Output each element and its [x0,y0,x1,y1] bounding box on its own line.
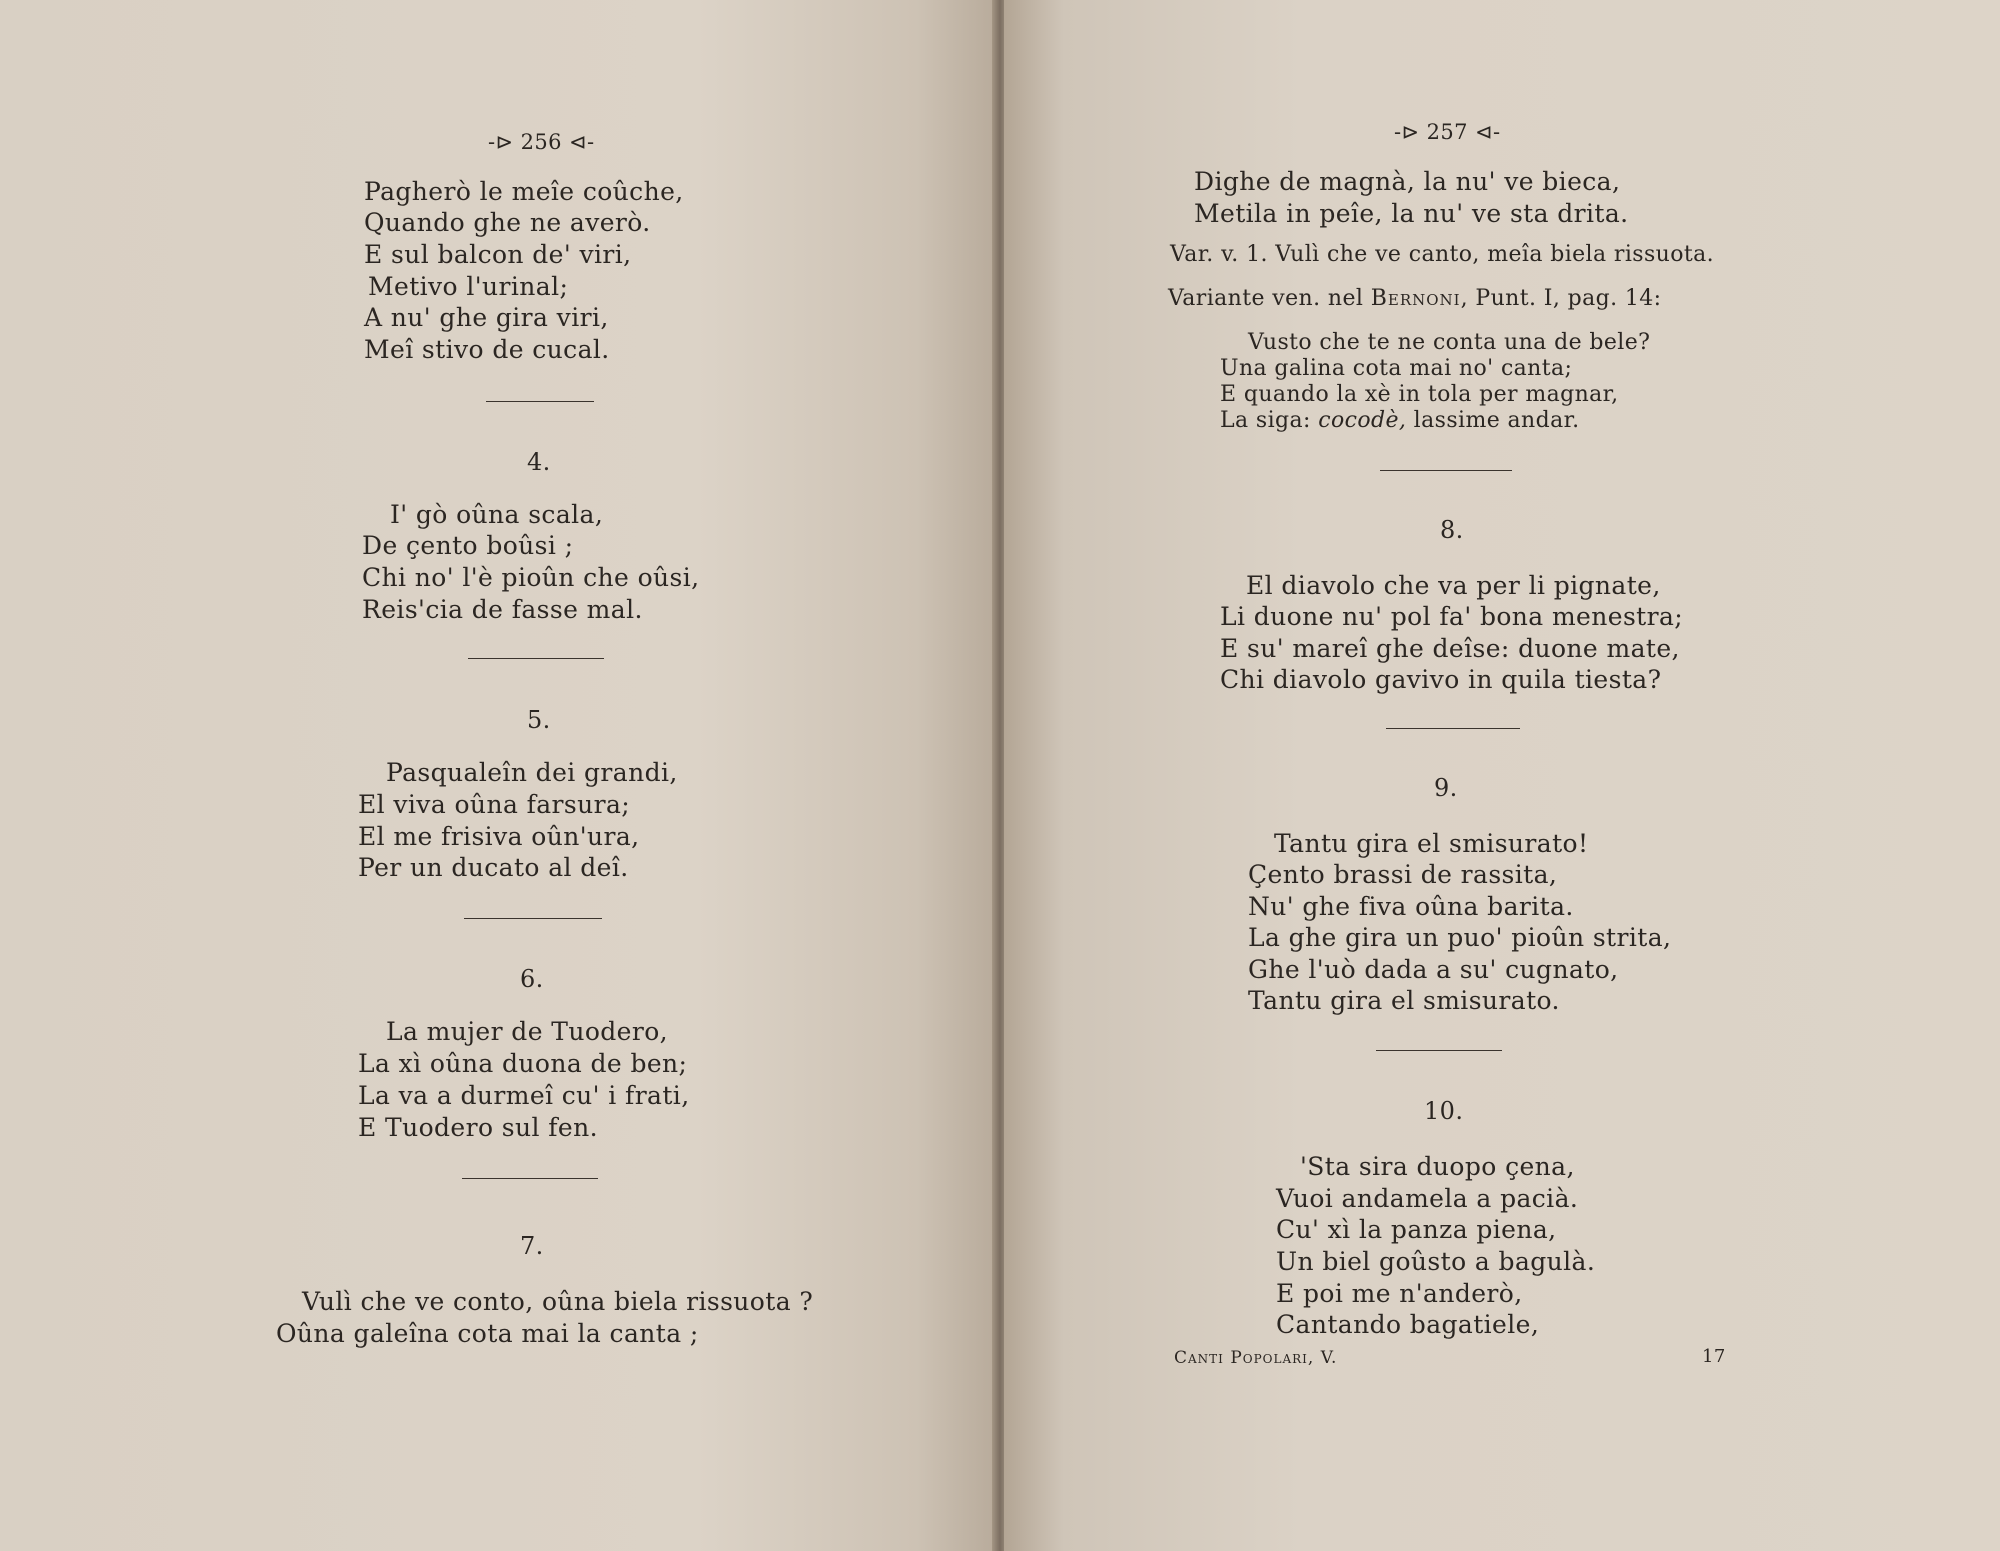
verse-line: E poi me n'anderò, [1276,1279,1523,1308]
verse-line: El me frisiva oûn'ura, [358,822,640,851]
verse-line: Tantu gira el smisurato. [1248,986,1560,1015]
poem-number: 4. [527,448,551,476]
section-divider [486,401,594,402]
poem-number: 9. [1434,774,1458,802]
verse-line: Quando ghe ne averò. [364,208,651,237]
left-page [0,0,996,1551]
verse-line: Çento brassi de rassita, [1248,860,1558,889]
page-number-right: -⊳ 257 ⊲- [1394,120,1501,144]
folio-ornament-left: -⊳ [1394,120,1420,144]
verse-line: Dighe de magnà, la nu' ve bieca, [1194,167,1621,196]
verse-line: Vuoi andamela a pacià. [1276,1184,1579,1213]
right-page [1004,0,2000,1551]
variant-line: La siga: cocodè, lassime andar. [1220,408,1580,433]
verse-line: Vulì che ve conto, oûna biela rissuota ? [302,1287,814,1316]
verse-line: Tantu gira el smisurato! [1274,829,1589,858]
verse-line: Cantando bagatiele, [1276,1310,1540,1339]
variant-note: Var. v. 1. Vulì che ve canto, meîa biela rissuota. [1170,242,1715,267]
page-number-left: -⊳ 256 ⊲- [488,130,595,154]
verse-line: La mujer de Tuodero, [386,1017,669,1046]
section-divider [1376,1050,1502,1051]
folio-ornament-right: ⊲- [568,130,595,154]
folio-ornament-left: -⊳ [488,130,514,154]
poem-number: 6. [520,965,544,993]
verse-line: De çento boûsi ; [362,531,574,560]
variant-line: E quando la xè in tola per magnar, [1220,382,1619,407]
section-divider [462,1178,598,1179]
verse-line: Pagherò le meîe coûche, [364,177,684,206]
variant-intro: Variante ven. nel Bernoni, Punt. I, pag. 14: [1168,286,1662,311]
verse-line: 'Sta sira duopo çena, [1300,1152,1575,1181]
verse-line: El diavolo che va per li pignate, [1246,571,1661,600]
verse-line: Chi no' l'è pioûn che oûsi, [362,563,700,592]
poem-number: 8. [1440,516,1464,544]
poem-number: 5. [527,706,551,734]
verse-line: E Tuodero sul fen. [358,1113,598,1142]
verse-line: La xì oûna duona de ben; [358,1049,688,1078]
folio-ornament-right: ⊲- [1474,120,1501,144]
verse-line: Meî stivo de cucal. [364,335,610,364]
verse-line: La va a durmeî cu' i frati, [358,1081,690,1110]
section-divider [464,918,602,919]
variant-line: Vusto che te ne conta una de bele? [1248,330,1651,355]
verse-line: Cu' xì la panza piena, [1276,1215,1557,1244]
verse-line: Un biel goûsto a bagulà. [1276,1247,1596,1276]
variant-line: Una galina cota mai no' canta; [1220,356,1573,381]
section-divider [468,658,604,659]
poem-number: 10. [1424,1097,1464,1125]
poem-number: 7. [520,1232,544,1260]
verse-line: Reis'cia de fasse mal. [362,595,643,624]
verse-line: Nu' ghe fiva oûna barita. [1248,892,1574,921]
verse-line: Metila in peîe, la nu' ve sta drita. [1194,199,1629,228]
section-divider [1386,728,1520,729]
author-name: Bernoni [1370,286,1461,311]
verse-line: Pasqualeîn dei grandi, [386,758,678,787]
verse-line: Per un ducato al deî. [358,853,629,882]
verse-line: A nu' ghe gira viri, [364,303,609,332]
verse-line: El viva oûna farsura; [358,790,631,819]
verse-line: Oûna galeîna cota mai la canta ; [276,1319,699,1348]
verse-line: Li duone nu' pol fa' bona menestra; [1220,602,1684,631]
verse-line: E su' mareî ghe deîse: duone mate, [1220,634,1680,663]
verse-line: Ghe l'uò dada a su' cugnato, [1248,955,1619,984]
verse-line: La ghe gira un puo' pioûn strita, [1248,923,1672,952]
signature-number: 17 [1702,1346,1726,1367]
verse-line: I' gò oûna scala, [390,500,604,529]
verse-line: Metivo l'urinal; [368,272,569,301]
verse-line: E sul balcon de' viri, [364,240,632,269]
section-divider [1380,470,1512,471]
verse-line: Chi diavolo gavivo in quila tiesta? [1220,665,1662,694]
printer-signature: Canti Popolari, V. [1174,1348,1338,1368]
